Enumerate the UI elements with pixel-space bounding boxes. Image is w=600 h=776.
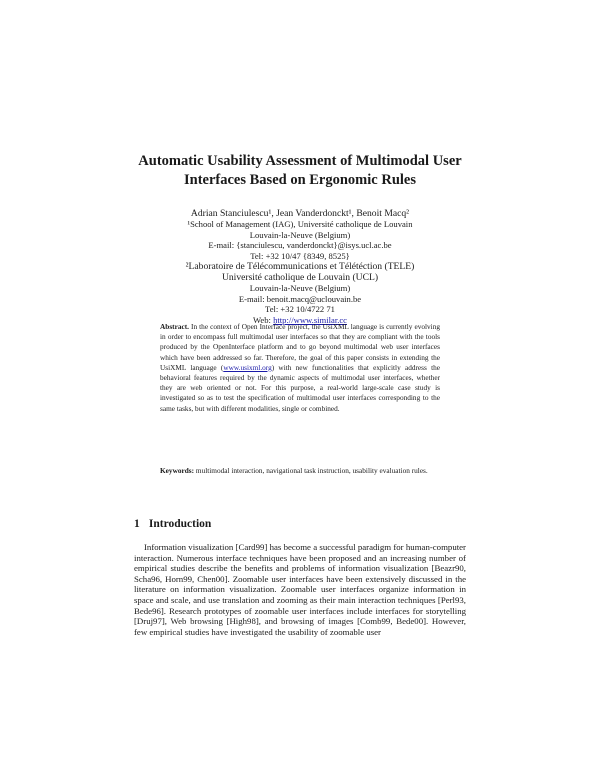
keywords [160, 466, 440, 476]
title-line-2: Interfaces Based on Ergonomic Rules [184, 172, 416, 188]
section-heading [134, 518, 211, 530]
website-label: Web: [253, 314, 274, 325]
author-block [100, 208, 500, 325]
affiliation-1-phone: Tel: +32 10/47 {8349, 8525} [250, 250, 350, 261]
affiliation-2-city: Louvain-la-Neuve (Belgium) [249, 283, 351, 293]
affiliation-1-email: E-mail: {stanciulescu, vanderdonckt}@isys.ucl.ac.be [208, 240, 392, 250]
affiliation-2-email: E-mail: benoit.macq@uclouvain.be [238, 293, 362, 304]
usixml-link[interactable]: www.usixml.org [223, 362, 272, 372]
affiliation-1: ¹School of Management (IAG), Université catholique de Louvain [187, 219, 413, 229]
author-names: Adrian Stanciulescu¹, Jean Vanderdonckt¹, Benoit Macq² [190, 208, 410, 219]
section-title: Introduction [148, 518, 212, 530]
website-link[interactable]: http://www.similar.cc [273, 314, 347, 325]
paper-title [100, 152, 500, 190]
abstract [160, 322, 440, 414]
keywords-label: Keywords: [160, 466, 195, 475]
abstract-text-2: ) with new functionalities that explicitly address the behavioral features required by the dynamic aspects of multimodal user interfaces, whether they are web oriented or not. For this purpose, a real-world large-scale case study is investigated so as to test the specification of multimodal user interfaces corresponding to the same tasks, but with different modalities, single or combined. [160, 362, 440, 413]
affiliation-2-university: Université catholique de Louvain (UCL) [221, 272, 379, 283]
affiliation-2: ²Laboratoire de Télécommunications et Télétéction (TELE) [185, 261, 415, 272]
abstract-text-1: In the context of Open Interface project, the UsiXML language is currently evolving in order to encompass full multimodal user interfaces so that they are compliant with the tools produced by the OpenInterface platform and to go beyond multimodal web user interfaces which have been addressed so far. Therefore, the goal of this paper consists in extending the UsiXML language ( [160, 322, 440, 372]
body-paragraph: Information visualization [Card99] has become a successful paradigm for human-computer interaction. Numerous interface techniques have been proposed and an increasing number of empirical studies describe the benefits and problems of information visualization [Beazr90, Scha96, Horn99, Chen00]. Zoomable user interfaces have been extensively discussed in the literature on information visualization. Zoomable user interfaces organize information in space and scale, and use translation and zooming as their main interaction techniques [Perl93, Bede96]. Research prototypes of zoomable user interfaces include interfaces for storytelling [Druj97], Web browsing [High98], and browsing of images [Comb99, Bede00]. However, few empirical studies have investigated the usability of zoomable user [134, 542, 466, 637]
title-line-1: Automatic Usability Assessment of Multimodal User [138, 153, 462, 169]
abstract-label: Abstract. [160, 322, 189, 331]
affiliation-1-city: Louvain-la-Neuve (Belgium) [249, 229, 351, 240]
section-number: 1 [134, 518, 140, 530]
keywords-text: multimodal interaction, navigational task instruction, usability evaluation rules. [195, 466, 428, 475]
affiliation-2-phone: Tel: +32 10/4722 71 [265, 304, 335, 314]
